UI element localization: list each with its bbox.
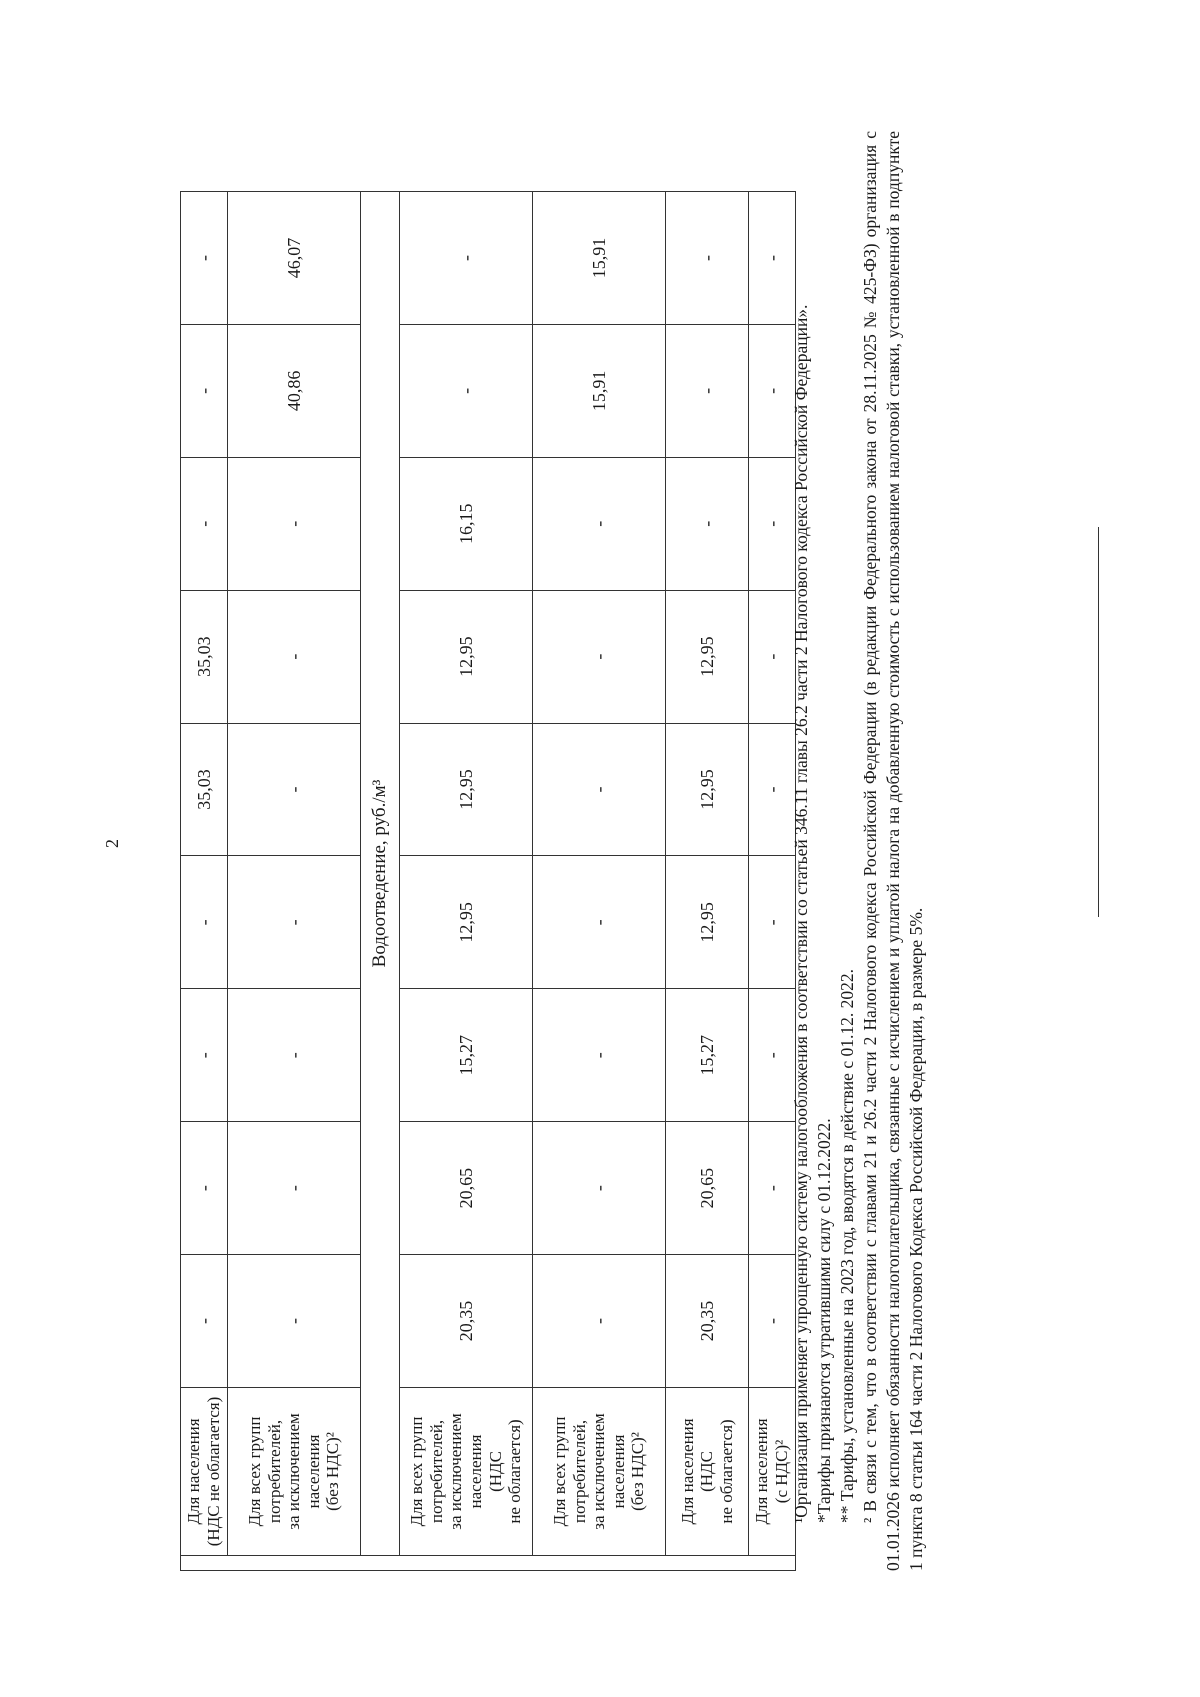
tariff-cell: - — [749, 590, 796, 723]
table-section-row — [361, 192, 400, 1571]
tariff-cell: 12,95 — [400, 590, 533, 723]
tariff-cell: - — [749, 1122, 796, 1255]
label-line: (с НДС)² — [772, 1439, 791, 1504]
consumer-group-label — [666, 1387, 749, 1555]
tariff-cell: 12,95 — [666, 590, 749, 723]
tariff-cell: - — [228, 856, 361, 989]
footnotes — [790, 131, 929, 1571]
table-row — [533, 192, 666, 1571]
footnote-star: *Тарифы признаются утратившими силу с 01.12.2022. — [814, 1118, 835, 1523]
label-line: (НДС — [697, 1451, 717, 1492]
tariff-cell: - — [228, 989, 361, 1122]
tariff-cell: 12,95 — [400, 723, 533, 856]
page-number: 2 — [102, 839, 122, 848]
section-heading: Водоотведение, руб./м³ — [361, 192, 400, 1556]
tariff-cell: 15,27 — [400, 989, 533, 1122]
label-line: потребителей, — [264, 1419, 284, 1524]
tariff-cell: - — [181, 1255, 228, 1388]
tariff-cell: - — [400, 324, 533, 457]
table-row — [181, 192, 228, 1571]
consumer-group-label — [181, 1387, 228, 1555]
tariff-cell: - — [228, 590, 361, 723]
tariff-cell: - — [533, 457, 666, 590]
tariff-cell: 15,27 — [666, 989, 749, 1122]
tariff-cell: - — [533, 1255, 666, 1388]
tariff-cell: 15,91 — [533, 192, 666, 325]
label-line: Для населения — [677, 1418, 697, 1525]
tariff-cell: - — [749, 192, 796, 325]
tariff-cell: - — [749, 1255, 796, 1388]
bottom-divider-line — [1098, 527, 1099, 917]
tariff-cell: - — [749, 457, 796, 590]
tariff-cell: 20,35 — [666, 1255, 749, 1388]
consumer-group-label — [400, 1387, 533, 1555]
footnote-double-star: ** Тарифы, установленные на 2023 год, вводятся в действие с 01.12. 2022. — [837, 969, 858, 1523]
table-row — [749, 192, 796, 1571]
tariff-cell: - — [533, 723, 666, 856]
label-line: Для населения — [184, 1418, 204, 1525]
label-line: (без НДС)² — [323, 1432, 343, 1511]
tariff-cell: 15,91 — [533, 324, 666, 457]
tariff-cell: - — [228, 457, 361, 590]
footnote-2: ² В связи с тем, что в соответствии с главами 21 и 26.2 части 2 Налогового кодекса Российской Федерации (в редакции Федерального закона от 28.11.2025 № 425-ФЗ) организация с 01.01.2026 исполняет обязанности налогоплательщика, связанные с исчислением и уплатой налога на добавленную стоимость с использованием налоговой ставки, установленной в подпункте 1 пункта 8 статьи 164 части 2 Налогового Кодекса Российской Федерации, в размере 5%. — [860, 131, 927, 1571]
tariff-cell: - — [181, 989, 228, 1122]
tariff-cell: 16,15 — [400, 457, 533, 590]
label-line: за исключением — [589, 1413, 609, 1530]
tariff-cell: - — [228, 1255, 361, 1388]
label-line: Для всех групп — [550, 1416, 570, 1527]
table-row — [400, 192, 533, 1571]
tariff-cell: 35,03 — [181, 723, 228, 856]
label-line: за исключением — [446, 1413, 466, 1530]
tariff-cell: - — [181, 457, 228, 590]
label-line: за исключением — [284, 1413, 304, 1530]
tariff-cell: 12,95 — [400, 856, 533, 989]
label-line: потребителей, — [569, 1419, 589, 1524]
tariff-cell: - — [228, 1122, 361, 1255]
tariff-cell: - — [749, 723, 796, 856]
tariff-cell: - — [181, 192, 228, 325]
tariff-cell: - — [533, 590, 666, 723]
tariff-cell: - — [749, 856, 796, 989]
tariff-cell: - — [533, 989, 666, 1122]
table-row — [228, 192, 361, 1571]
label-line: Для населения — [752, 1418, 772, 1525]
tariff-cell: - — [666, 457, 749, 590]
tariff-cell: - — [749, 989, 796, 1122]
table-row — [666, 192, 749, 1571]
label-line: (НДС — [485, 1451, 505, 1492]
label-line: населения — [466, 1434, 485, 1509]
tariff-cell: 20,65 — [666, 1122, 749, 1255]
tariff-cell: 12,95 — [666, 856, 749, 989]
label-line: населения — [303, 1434, 323, 1509]
tariff-cell: - — [181, 1122, 228, 1255]
table-left-column — [181, 1555, 796, 1570]
label-line: Для всех групп — [407, 1416, 427, 1527]
tariff-cell: 20,35 — [400, 1255, 533, 1388]
tariff-cell: - — [533, 1122, 666, 1255]
tariff-cell: 35,03 — [181, 590, 228, 723]
tariff-cell: 40,86 — [228, 324, 361, 457]
tariff-cell: - — [749, 324, 796, 457]
label-line: (без НДС)² — [628, 1432, 648, 1511]
tariff-cell: - — [666, 192, 749, 325]
tariff-cell: - — [228, 723, 361, 856]
label-line: не облагается) — [505, 1419, 525, 1524]
tariff-cell: 46,07 — [228, 192, 361, 325]
footnote-1: ¹Организация применяет упрощенную систему налогообложения в соответствии со статьей 346.11 главы 26.2 части 2 Налогового кодекса Российской Федерации». — [791, 304, 811, 1523]
tariff-cell: - — [533, 856, 666, 989]
tariff-cell: 12,95 — [666, 723, 749, 856]
label-line: потребителей, — [426, 1419, 446, 1524]
consumer-group-label — [749, 1387, 796, 1555]
tariff-cell: 20,65 — [400, 1122, 533, 1255]
tariff-cell: - — [181, 856, 228, 989]
label-line: не облагается) — [716, 1419, 736, 1524]
tariff-cell: - — [666, 324, 749, 457]
label-line: населения — [608, 1434, 628, 1509]
consumer-group-label — [228, 1387, 361, 1555]
consumer-group-label — [533, 1387, 666, 1555]
tariff-cell: - — [181, 324, 228, 457]
label-line: Для всех групп — [245, 1416, 265, 1527]
label-line: (НДС не облагается) — [204, 1396, 223, 1547]
tariff-cell: - — [400, 192, 533, 325]
tariff-table — [180, 191, 796, 1571]
